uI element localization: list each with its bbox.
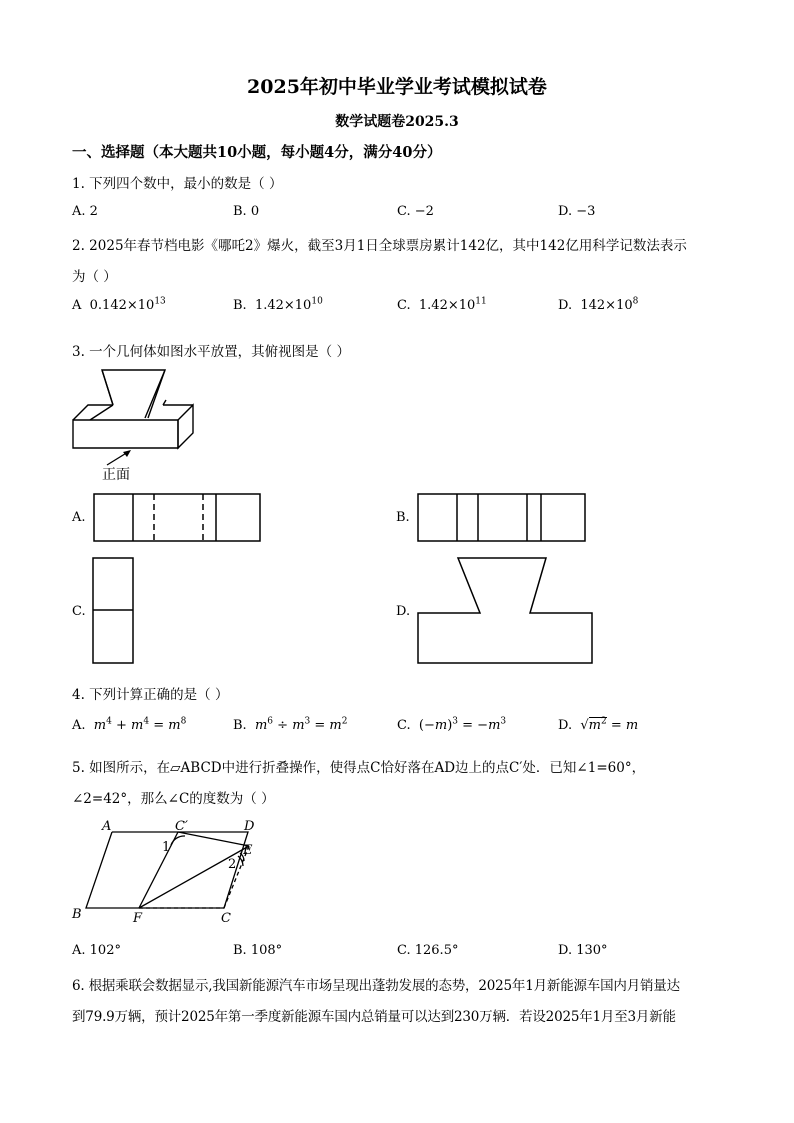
label-c: C (221, 911, 231, 926)
q4-option-d: D. $√m^2 = m$ (558, 716, 639, 733)
angle-2-label: 2 (228, 857, 237, 872)
q2-option-a: A $0.142\times 10^{13}$ (72, 296, 166, 313)
label-e: E (243, 843, 253, 858)
q5-option-b: B. 108° (233, 943, 283, 958)
q3-option-a-figure (93, 493, 263, 543)
q3-option-c-label: C. (72, 604, 86, 619)
q2-stem-line2: 为（ ） (72, 269, 117, 285)
q4-stem: 4. 下列计算正确的是（ ） (72, 687, 229, 703)
q4-option-c: C. $(-m)^3 = -m^3$ (397, 716, 507, 733)
q3-option-a-label: A. (72, 510, 86, 525)
label-b: B (72, 907, 82, 922)
q3-option-b-figure (417, 493, 587, 543)
q4-option-a: A. $m^4 + m^4 = m^8$ (72, 716, 187, 733)
q5-stem-line1: 5. 如图所示，在▱ABCD中进行折叠操作，使得点C恰好落在AD边上的点C′处．已知∠1=60°， (72, 760, 646, 776)
q3-stem: 3. 一个几何体如图水平放置，其俯视图是（ ） (72, 344, 350, 360)
angle-1-label: 1 (162, 840, 171, 855)
q5-option-d: D. 130° (558, 943, 608, 958)
q5-option-c: C. 126.5° (397, 943, 459, 958)
q1-stem: 1. 下列四个数中，最小的数是（ ） (72, 176, 283, 192)
label-a: A (102, 819, 112, 834)
label-c-prime: C′ (175, 819, 188, 834)
q3-option-d-label: D. (396, 604, 411, 619)
q2-option-c: C. $1.42\times 10^{11}$ (397, 296, 487, 313)
q5-parallelogram-figure (68, 815, 268, 930)
q2-option-b: B. $1.42\times 10^{10}$ (233, 296, 323, 313)
q1-option-d: D. −3 (558, 204, 596, 219)
q5-option-a: A. 102° (72, 943, 121, 958)
q2-option-d: D. $142\times 10^8$ (558, 296, 639, 313)
section-heading: 一、选择题（本大题共10小题，每小题4分，满分40分） (72, 144, 442, 161)
q6-line1: 6. 根据乘联会数据显示,我国新能源汽车市场呈现出蓬勃发展的态势，2025年1月新能源车国内月销量达 (72, 978, 680, 994)
q6-line2: 到79.9万辆，预计2025年第一季度新能源车国内总销量可以达到230万辆．若设2025年1月至3月新能 (72, 1009, 676, 1025)
q5-stem-line2: ∠2=42°，那么∠C的度数为（ ） (72, 791, 275, 807)
q4-option-b: B. $m^6 \div m^3 = m^2$ (233, 716, 348, 733)
q2-stem-line1: 2. 2025年春节档电影《哪吒2》爆火，截至3月1日全球票房累计142亿，其中142亿用科学记数法表示 (72, 238, 687, 254)
q3-solid-figure (70, 365, 200, 455)
label-d: D (244, 819, 255, 834)
q3-option-c-figure (92, 557, 137, 667)
q3-option-b-label: B. (396, 510, 410, 525)
q3-option-d-figure (417, 557, 597, 667)
exam-title: 2025年初中毕业学业考试模拟试卷 (247, 76, 547, 98)
q1-option-b: B. 0 (233, 204, 260, 219)
q1-option-c: C. −2 (397, 204, 434, 219)
label-f: F (133, 911, 143, 926)
exam-subtitle: 数学试题卷2025.3 (335, 114, 459, 130)
q1-option-a: A. 2 (72, 204, 98, 219)
front-label: 正面 (102, 467, 130, 483)
